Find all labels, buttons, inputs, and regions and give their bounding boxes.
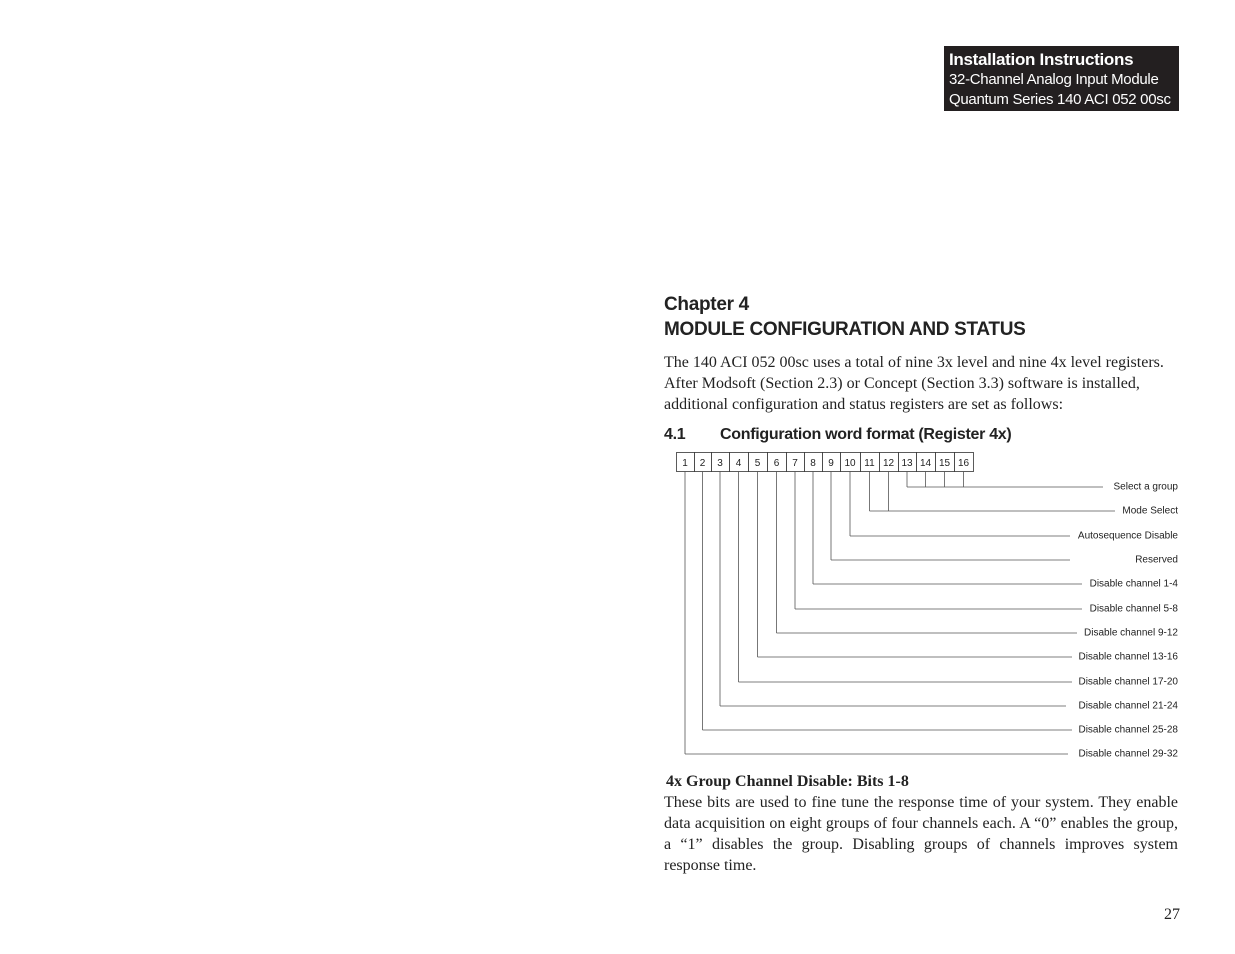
field-label: Autosequence Disable — [1077, 530, 1178, 542]
subsection-body: These bits are used to fine tune the response time of your system. They enable data acquisition on eight groups of four channels each. A “0” enables the group, a “1” disables the group. Disabling groups of channels improves system response time. — [664, 794, 1178, 874]
chapter-label: Chapter 4 — [664, 294, 749, 315]
field-label: Disable channel 5-8 — [1089, 603, 1178, 615]
bit-number: 16 — [957, 458, 970, 469]
bit-number: 10 — [844, 458, 856, 469]
page-number: 27 — [1164, 906, 1180, 923]
field-label: Disable channel 1-4 — [1089, 578, 1178, 590]
field-label: Select a group — [1113, 481, 1178, 493]
bit-number: 12 — [882, 458, 895, 469]
bit-number: 7 — [792, 458, 798, 469]
field-label: Reserved — [1135, 554, 1178, 566]
chapter-title: MODULE CONFIGURATION AND STATUS — [664, 319, 1026, 340]
bit-number: 9 — [828, 458, 834, 469]
bit-number: 8 — [810, 458, 816, 469]
bit-number: 6 — [773, 458, 780, 469]
field-label: Disable channel 13-16 — [1078, 651, 1178, 663]
bit-number: 3 — [717, 458, 723, 469]
bit-number: 1 — [682, 458, 688, 469]
section-title: Configuration word format (Register 4x) — [720, 426, 1012, 443]
bit-number: 14 — [919, 458, 932, 469]
field-label: Disable channel 9-12 — [1084, 627, 1178, 639]
subsection-heading: 4x Group Channel Disable: Bits 1-8 — [666, 773, 909, 790]
header-module-name: 32-Channel Analog Input Module — [949, 71, 1159, 88]
bit-number: 2 — [699, 458, 706, 469]
bit-number: 15 — [938, 458, 951, 469]
field-label: Disable channel 25-28 — [1078, 724, 1178, 736]
bit-number: 11 — [864, 458, 875, 469]
field-label: Mode Select — [1122, 505, 1178, 517]
bit-number: 4 — [735, 458, 742, 469]
bit-number: 13 — [901, 458, 913, 469]
field-label: Disable channel 17-20 — [1078, 676, 1178, 688]
field-label: Disable channel 29-32 — [1078, 748, 1178, 760]
intro-paragraph: The 140 ACI 052 00sc uses a total of nine 3x level and nine 4x level registers. After Modsoft (Section 2.3) or Concept (Section 3.3) software is installed, additional configuration and status registers are set as follows: — [664, 354, 1164, 413]
bit-number: 5 — [754, 458, 761, 469]
field-label: Disable channel 21-24 — [1078, 700, 1178, 712]
header-title: Installation Instructions — [949, 50, 1134, 69]
section-number: 4.1 — [664, 426, 686, 443]
header-series: Quantum Series 140 ACI 052 00sc — [949, 91, 1171, 108]
